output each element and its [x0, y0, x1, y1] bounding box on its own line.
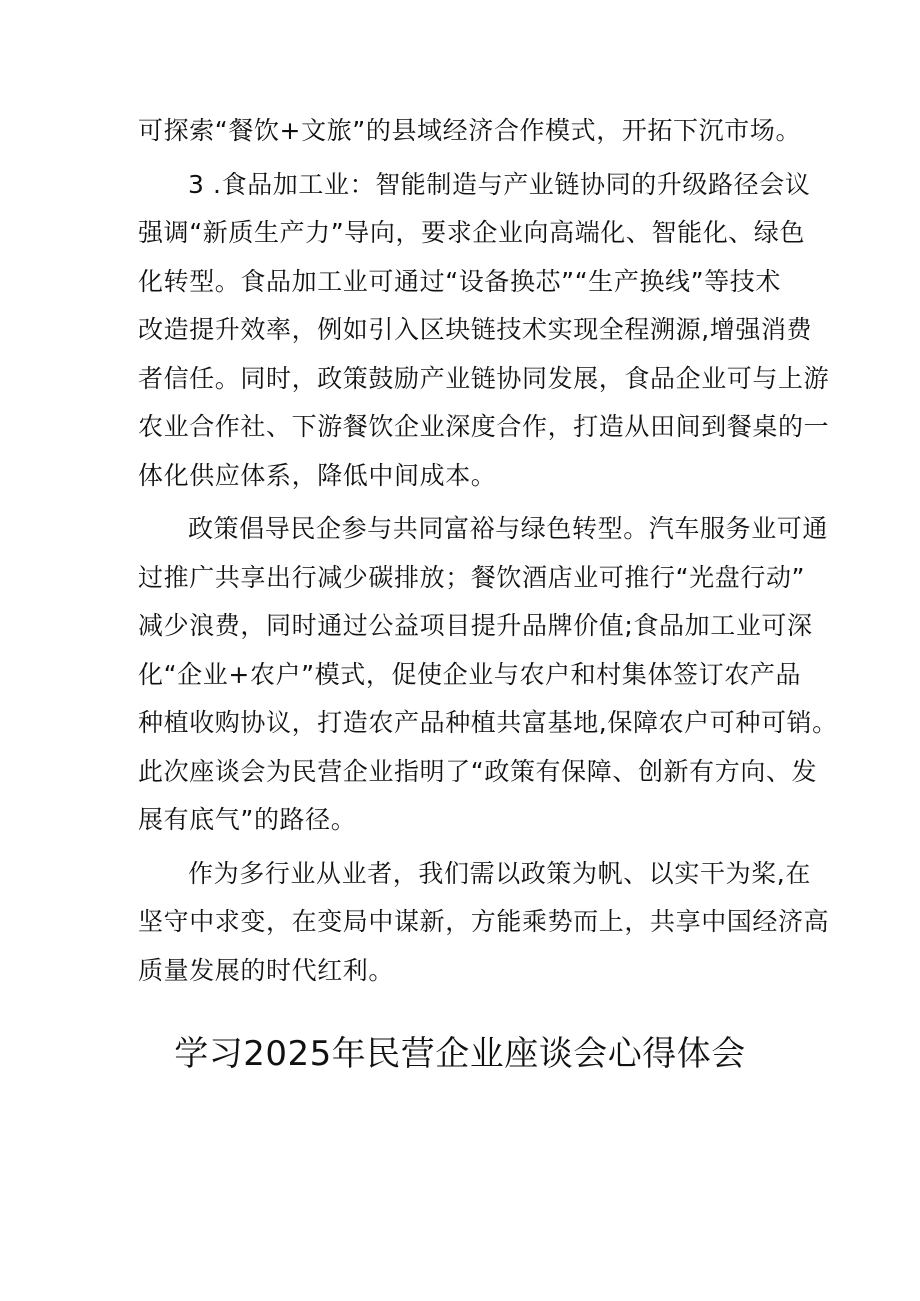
document-title: 学习2025年民营企业座谈会心得体会	[174, 1034, 746, 1074]
text-line: 展有底气”的路径。	[138, 805, 357, 834]
text-line: 作为多行业从业者，我们需以政策为帆、以实干为桨,在	[188, 858, 811, 888]
text-line: 农业合作社、下游餐饮企业深度合作，打造从田间到餐桌的一	[138, 412, 830, 441]
text-line: 化转型。食品加工业可通过“设备换芯”“生产换线”等技术	[138, 266, 782, 296]
text-line: 可探索“餐饮+文旅”的县域经济合作模式，开拓下沉市场。	[138, 116, 802, 145]
text-line: 种植收购协议，打造农产品种植共富基地,保障农户可种可销。	[138, 708, 838, 737]
text-line: 者信任。同时，政策鼓励产业链协同发展，食品企业可与上游	[138, 363, 830, 393]
paragraph-4	[138, 850, 830, 996]
text-line: 此次座谈会为民营企业指明了“政策有保障、创新有方向、发	[138, 756, 818, 786]
text-line: 质量发展的时代红利。	[138, 955, 395, 985]
paragraph-2	[138, 161, 830, 501]
paragraph-3	[138, 505, 838, 845]
paragraph-1	[138, 107, 802, 156]
text-line: 减少浪费，同时通过公益项目提升品牌价值;食品加工业可深	[138, 611, 813, 640]
document-body	[138, 107, 838, 995]
text-line: 强调“新质生产力”导向，要求企业向高端化、智能化、绿色	[138, 218, 806, 247]
text-line: 政策倡导民企参与共同富裕与绿色转型。汽车服务业可通	[188, 514, 829, 543]
text-line: 化“企业+农户”模式，促使企业与农户和村集体签订农产品	[138, 659, 802, 689]
text-line: 体化供应体系，降低中间成本。	[138, 460, 497, 490]
text-line: 坚守中求变，在变局中谋新，方能乘势而上，共享中国经济高	[138, 907, 830, 936]
text-line: 过推广共享出行减少碳排放；餐饮酒店业可推行“光盘行动”	[138, 562, 806, 592]
text-line: 3 .食品加工业：智能制造与产业链协同的升级路径会议	[188, 169, 811, 199]
text-line: 改造提升效率，例如引入区块链技术实现全程溯源,增强消费	[138, 315, 813, 344]
